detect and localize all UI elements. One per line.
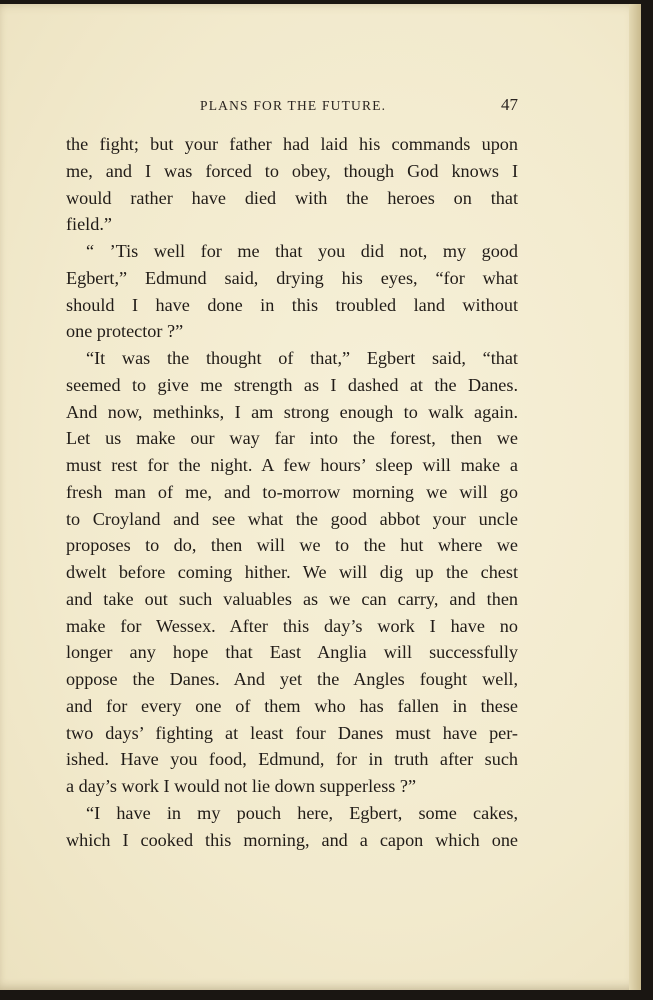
text-line: “I have in my pouch here, Egbert, some cakes,: [86, 802, 518, 823]
text-line: seemed to give me strength as I dashed at the Danes.: [66, 374, 518, 395]
book-page: [0, 4, 641, 990]
text-line: would rather have died with the heroes on that: [66, 187, 518, 208]
text-line: a day’s work I would not lie down supperless ?”: [66, 776, 417, 796]
running-title: PLANS FOR THE FUTURE.: [200, 98, 387, 113]
text-line: Egbert,” Edmund said, drying his eyes, “for what: [66, 267, 518, 288]
text-line: must rest for the night. A few hours’ sleep will make a: [66, 455, 518, 475]
text-line: dwelt before coming hither. We will dig up the chest: [66, 562, 518, 582]
text-line: ished. Have you food, Edmund, for in truth after such: [66, 749, 518, 770]
text-line: fresh man of me, and to-morrow morning we will go: [66, 481, 518, 502]
text-line: “It was the thought of that,” Egbert said, “that: [86, 348, 518, 368]
text-line: to Croyland and see what the good abbot your uncle: [66, 508, 518, 529]
text-line: “ ’Tis well for me that you did not, my good: [86, 241, 518, 261]
page-edge-shadow: [629, 4, 641, 990]
text-line: two days’ fighting at least four Danes must have per-: [66, 722, 518, 743]
text-line: oppose the Danes. And yet the Angles fought well,: [66, 669, 518, 689]
body-text: [66, 131, 518, 853]
text-line: me, and I was forced to obey, though God knows I: [66, 160, 518, 181]
text-line: Let us make our way far into the forest, then we: [66, 428, 518, 449]
text-line: which I cooked this morning, and a capon which one: [66, 829, 518, 850]
text-line: make for Wessex. After this day’s work I have no: [66, 615, 518, 636]
running-header: [66, 96, 518, 120]
page-number: 47: [501, 95, 518, 114]
text-line: and take out such valuables as we can carry, and then: [66, 588, 518, 609]
text-line: should I have done in this troubled land without: [66, 294, 518, 315]
text-line: the fight; but your father had laid his commands upon: [66, 134, 518, 154]
text-line: And now, methinks, I am strong enough to walk again.: [66, 401, 518, 422]
text-line: proposes to do, then will we to the hut where we: [66, 535, 518, 556]
text-line: one protector ?”: [66, 321, 184, 342]
text-line: and for every one of them who has fallen in these: [66, 695, 518, 716]
text-line: longer any hope that East Anglia will successfully: [66, 642, 518, 663]
text-line: field.”: [66, 214, 112, 235]
